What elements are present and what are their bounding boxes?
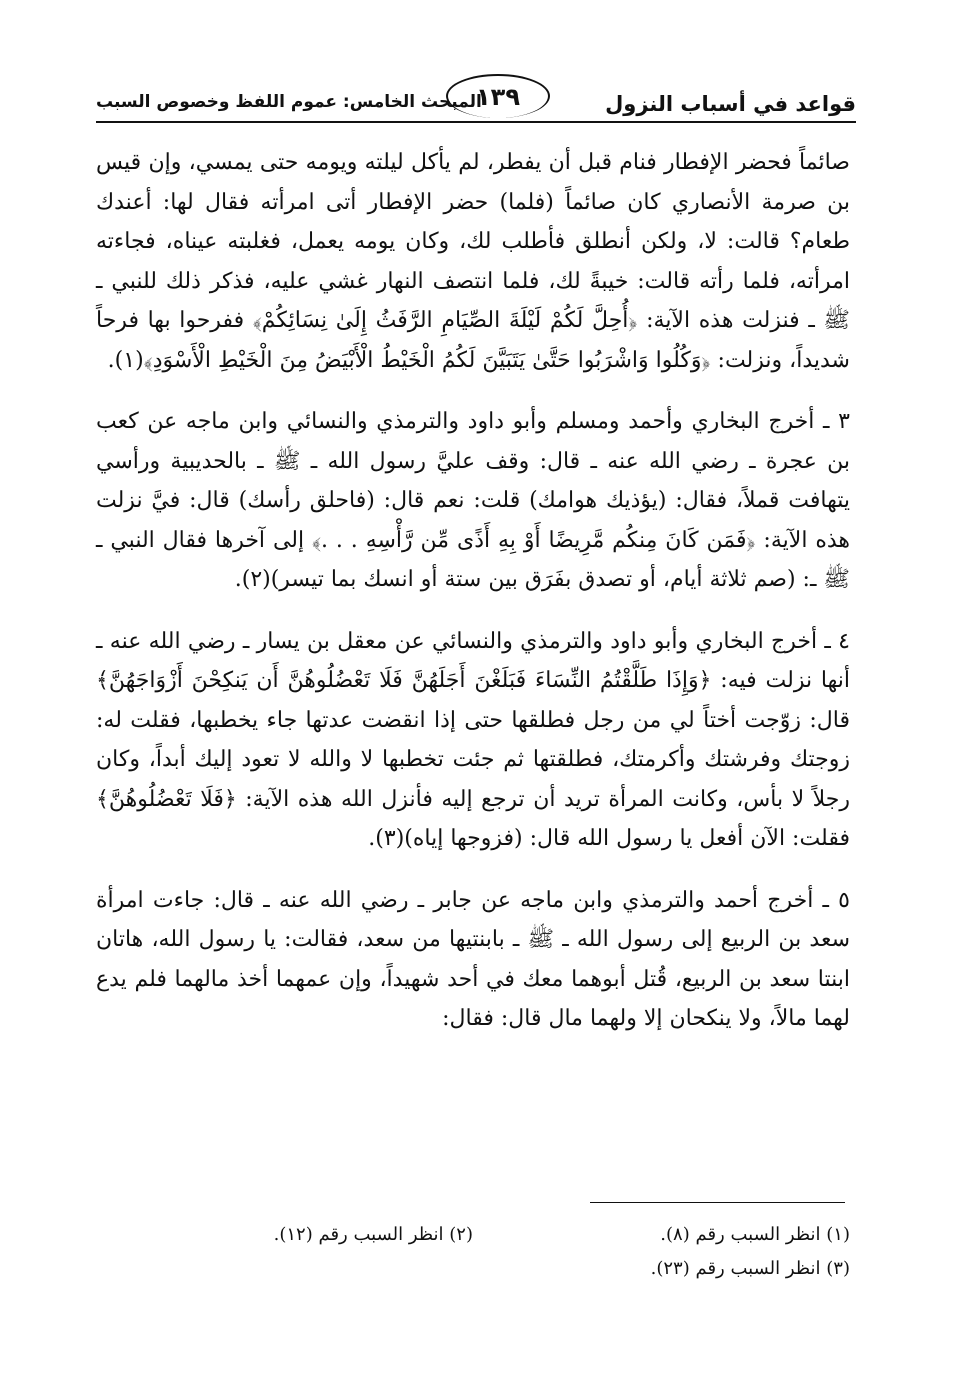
paragraph-3: ٤ ـ أخرج البخاري وأبو داود والترمذي والنسائي عن معقل بن يسار ـ رضي الله عنه ـ أنها نزلت فيه: ﴿وَإِذَا طَلَّقْتُمُ النِّسَاءَ فَبَلَغْنَ أَجَلَهُنَّ فَلَا تَعْضُلُوهُنَّ أَن يَنكِحْنَ أَزْوَاجَهُنَّ﴾ قال: زوّجت أختاً لي من رجل فطلقها حتى إذا انقضت عدتها جاء يخطبها، فقلت له: زوجتك وفرشتك وأكرمتك، فطلقتها ثم جئت تخطبها لا والله لا تعود إليك أبداً، وكان رجلاً لا بأس، وكانت المرأة تريد أن ترجع إليه فأنزل الله هذه الآية: ﴿فَلَا تَعْضُلُوهُنَّ﴾ فقلت: الآن أفعل يا رسول الله قال: (فزوجها إياه)(٣).	[96, 628, 850, 851]
footnote-row	[96, 1252, 850, 1286]
footnote-3: (٣) انظر السبب رقم (٢٣).	[650, 1258, 850, 1279]
book-title: قواعد في أسباب النزول	[605, 92, 856, 116]
footnotes	[96, 1218, 850, 1286]
main-text	[96, 143, 850, 1061]
footnote-1: (١) انظر السبب رقم (٨).	[660, 1224, 850, 1245]
paragraph-2: ٣ ـ أخرج البخاري وأحمد ومسلم وأبو داود والترمذي والنسائي وابن ماجه عن كعب بن عجرة ـ رضي الله عنه ـ قال: وقف عليَّ رسول الله ـ ﷺ ـ بالحديبية ورأسي يتهافت قملاً، فقال: (يؤذيك هوامك) قلت: نعم قال: (فاحلق رأسك) قال: فيَّ نزلت هذه الآية: ﴿فَمَن كَانَ مِنكُم مَّرِيضًا أَوْ بِهِ أَذًى مِّن رَّأْسِهِ . . .﴾ إلى آخرها فقال النبي ـ ﷺ ـ: (صم ثلاثة أيام، أو تصدق بفَرَق بين ستة أو انسك بما تيسر)(٢).	[96, 409, 850, 592]
footnote-2: (٢) انظر السبب رقم (١٢).	[273, 1224, 473, 1245]
header-divider	[96, 121, 856, 123]
footnote-row	[96, 1218, 850, 1252]
page-number: ١٣٩	[446, 74, 550, 118]
paragraph-1: صائماً فحضر الإفطار فنام قبل أن يفطر، لم يأكل ليلته ويومه حتى يمسي، وإن قيس بن صرمة الأنصاري كان صائماً (فلما) حضر الإفطار أتى امرأته فقال لها: أعندك طعام؟ قالت: لا، ولكن أنطلق فأطلب لك، وكان يومه يعمل، فغلبته عيناه، فجاءته امرأته، فلما رأته قالت: خيبةً لك، فلما انتصف النهار غشي عليه، فذكر ذلك للنبي ـ ﷺ ـ فنزلت هذه الآية: ﴿أُحِلَّ لَكُمْ لَيْلَةَ الصِّيَامِ الرَّفَثُ إِلَىٰ نِسَائِكُمْ﴾ ففرحوا بها فرحاً شديداً، ونزلت: ﴿وَكُلُوا وَاشْرَبُوا حَتَّىٰ يَتَبَيَّنَ لَكُمُ الْخَيْطُ الْأَبْيَضُ مِنَ الْخَيْطِ الْأَسْوَدِ﴾(١).	[96, 150, 850, 373]
footnote-divider	[590, 1202, 845, 1203]
chapter-title: المبحث الخامس: عموم اللفظ وخصوص السبب	[96, 92, 482, 112]
paragraph-4: ٥ ـ أخرج أحمد والترمذي وابن ماجه عن جابر ـ رضي الله عنه ـ قال: جاءت امرأة سعد بن الربيع إلى رسول الله ـ ﷺ ـ بابنتيها من سعد، فقالت: يا رسول الله، هاتان ابنتا سعد بن الربيع، قُتل أبوهما معك في أحد شهيداً، وإن عمهما أخذ مالهما فلم يدع لهما مالاً، ولا ينكحان إلا ولهما مال قال: فقال:	[96, 887, 850, 1031]
page-header	[96, 74, 856, 120]
